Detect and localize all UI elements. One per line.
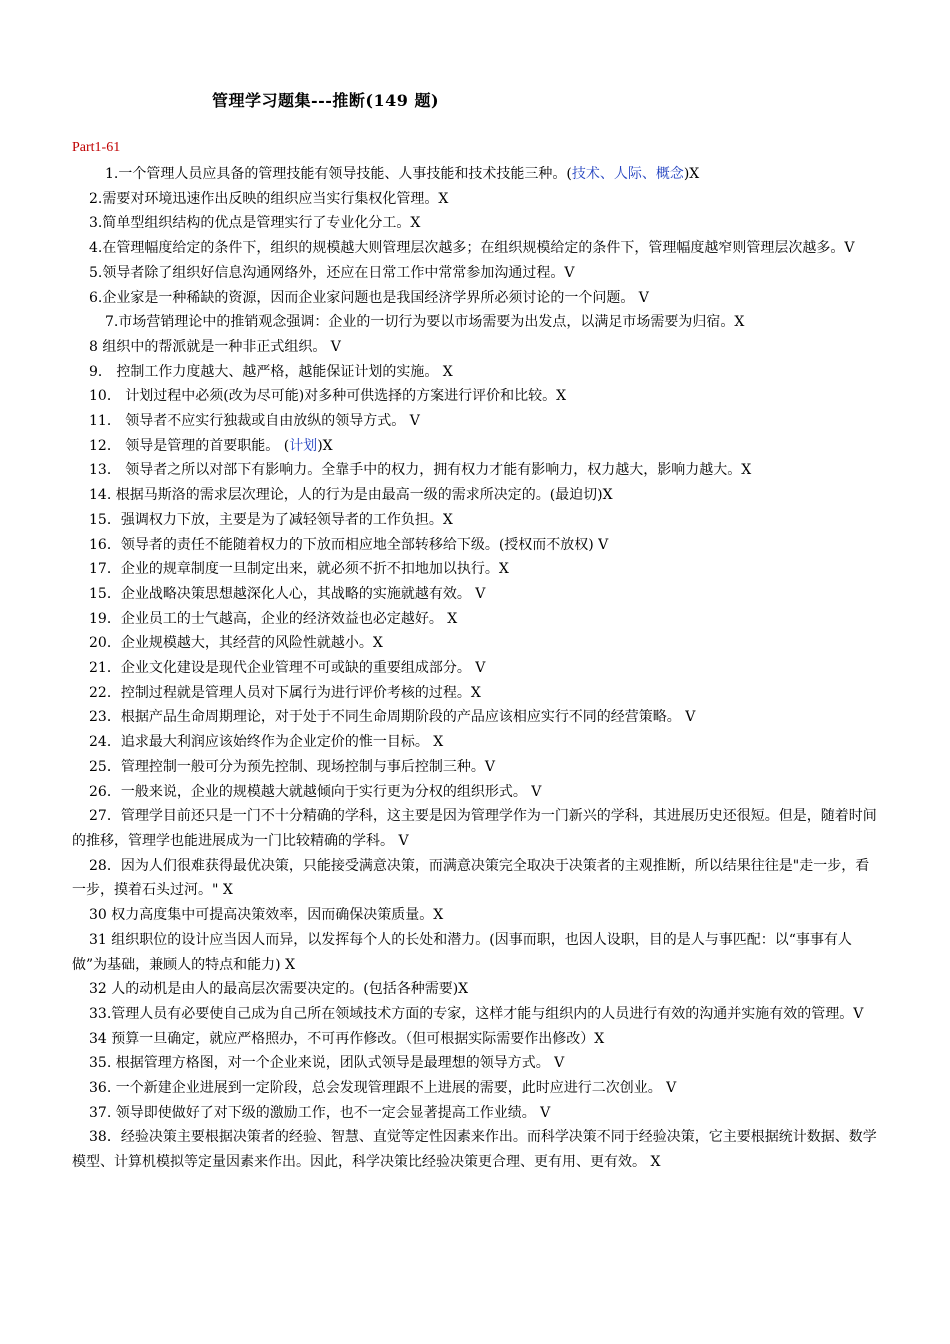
question-verdict: )X	[683, 166, 700, 182]
question-text: 10． 计划过程中必须(改为尽可能)对多种可供选择的方案进行评价和比较。X	[89, 388, 567, 405]
question-item	[72, 607, 878, 632]
question-item	[72, 211, 878, 236]
question-text: 12． 领导是管理的首要职能。 (	[89, 437, 290, 454]
question-text: 14. 根据马斯洛的需求层次理论，人的行为是由最高一级的需求所决定的。(最迫切)X	[89, 487, 613, 504]
page-title: 管理学习题集---推断(149 题)	[212, 91, 440, 110]
question-text: 23．根据产品生命周期理论，对于处于不同生命周期阶段的产品应该相应实行不同的经营策略。 V	[89, 709, 696, 726]
question-item	[72, 335, 878, 360]
question-text: 25．管理控制一般可分为预先控制、现场控制与事后控制三种。V	[89, 758, 495, 775]
question-item	[72, 286, 878, 311]
question-list	[72, 162, 878, 1175]
answer-note: 技术、人际、概念	[571, 166, 684, 182]
question-item	[72, 434, 878, 459]
question-item	[72, 854, 878, 903]
question-item	[72, 755, 878, 780]
question-item	[72, 409, 878, 434]
question-text: 21．企业文化建设是现代企业管理不可或缺的重要组成部分。 V	[89, 660, 486, 677]
question-item	[72, 187, 878, 212]
question-text: 33.管理人员有必要使自己成为自己所在领域技术方面的专家，这样才能与组织内的人员进行有效的沟通并实施有效的管理。V	[89, 1005, 864, 1022]
question-text: 11． 领导者不应实行独裁或自由放纵的领导方式。 V	[89, 413, 420, 430]
question-text: 8 组织中的帮派就是一种非正式组织。 V	[89, 338, 341, 355]
question-text: 2.需要对环境迅速作出反映的组织应当实行集权化管理。X	[89, 190, 449, 207]
question-item	[72, 557, 878, 582]
question-item	[72, 582, 878, 607]
question-item	[72, 508, 878, 533]
question-text: 13． 领导者之所以对部下有影响力。全靠手中的权力，拥有权力才能有影响力，权力越大，影响力越大。X	[89, 462, 752, 479]
question-text: 9． 控制工作力度越大、越严格，越能保证计划的实施。 X	[89, 363, 453, 380]
question-text: 3.简单型组织结构的优点是管理实行了专业化分工。X	[89, 215, 421, 232]
question-item	[72, 705, 878, 730]
question-text: 28．因为人们很难获得最优决策，只能接受满意决策，而满意决策完全取决于决策者的主观推断，所以结果往往是"走一步，看一步，摸着石头过河。" X	[72, 857, 870, 899]
question-text: 6.企业家是一种稀缺的资源，因而企业家问题也是我国经济学界所必须讨论的一个问题。 V	[89, 289, 649, 306]
question-text: 31 组织职位的设计应当因人而异，以发挥每个人的长处和潜力。(因事而职，也因人设职，目的是人与事匹配：以“事事有人做”为基础，兼顾人的特点和能力) X	[72, 931, 852, 973]
question-text: 5.领导者除了组织好信息沟通网络外，还应在日常工作中常常参加沟通过程。V	[89, 264, 575, 281]
question-text: 38．经验决策主要根据决策者的经验、智慧、直觉等定性因素来作出。而科学决策不同于经验决策，它主要根据统计数据、数学模型、计算机模拟等定量因素来作出。因此，科学决策比经验决策更合理、更有用、更有效。 X	[72, 1129, 877, 1171]
question-text: 34 预算一旦确定，就应严格照办，不可再作修改。（但可根据实际需要作出修改）X	[89, 1030, 605, 1047]
question-item	[72, 1051, 878, 1076]
question-item	[72, 903, 878, 928]
part-label: Part1-61	[72, 140, 121, 155]
question-text: 20．企业规模越大，其经营的风险性就越小。X	[89, 635, 383, 652]
question-item	[72, 310, 878, 335]
question-text: 27．管理学目前还只是一门不十分精确的学科，这主要是因为管理学作为一门新兴的学科，其进展历史还很短。但是，随着时间的推移，管理学也能进展成为一门比较精确的学科。 V	[72, 808, 877, 849]
question-text: 36. 一个新建企业进展到一定阶段，总会发现管理跟不上进展的需要，此时应进行二次创业。 V	[89, 1080, 677, 1097]
question-item	[72, 162, 878, 187]
question-text: 24．追求最大利润应该始终作为企业定价的惟一目标。 X	[89, 734, 444, 751]
question-item	[72, 360, 878, 385]
question-verdict: )X	[317, 437, 333, 454]
question-text: 37. 领导即使做好了对下级的激励工作，也不一定会显著提高工作业绩。 V	[89, 1104, 551, 1121]
question-item	[72, 1076, 878, 1101]
question-text: 15．强调权力下放，主要是为了减轻领导者的工作负担。X	[89, 511, 453, 528]
question-item	[72, 1027, 878, 1052]
question-text: 35. 根据管理方格图，对一个企业来说，团队式领导是最理想的领导方式。 V	[89, 1055, 565, 1072]
question-item	[72, 928, 878, 977]
question-item	[72, 458, 878, 483]
question-text: 1.一个管理人员应具备的管理技能有领导技能、人事技能和技术技能三种。(	[105, 166, 572, 182]
question-item	[72, 656, 878, 681]
answer-note: 计划	[289, 437, 318, 454]
question-item	[72, 261, 878, 286]
question-item	[72, 533, 878, 558]
question-item	[72, 236, 878, 261]
question-text: 16．领导者的责任不能随着权力的下放而相应地全部转移给下级。(授权而不放权) V	[89, 536, 609, 553]
question-item	[72, 483, 878, 508]
question-item	[72, 631, 878, 656]
question-text: 19．企业员工的士气越高，企业的经济效益也必定越好。 X	[89, 610, 458, 627]
question-text: 7.市场营销理论中的推销观念强调：企业的一切行为要以市场需要为出发点，以满足市场需要为归宿。X	[105, 314, 745, 331]
question-item	[72, 977, 878, 1002]
question-text: 17．企业的规章制度一旦制定出来，就必须不折不扣地加以执行。X	[89, 561, 509, 578]
question-item	[72, 681, 878, 706]
question-item	[72, 1002, 878, 1027]
question-text: 32 人的动机是由人的最高层次需要决定的。(包括各种需要)X	[89, 981, 469, 998]
question-item	[72, 1101, 878, 1126]
question-item	[72, 804, 878, 853]
question-text: 26．一般来说，企业的规模越大就越倾向于实行更为分权的组织形式。 V	[89, 783, 542, 800]
question-item	[72, 730, 878, 755]
question-text: 30 权力高度集中可提高决策效率，因而确保决策质量。X	[89, 907, 444, 924]
question-item	[72, 1125, 878, 1174]
question-item	[72, 384, 878, 409]
question-item	[72, 780, 878, 805]
question-text: 22．控制过程就是管理人员对下属行为进行评价考核的过程。X	[89, 684, 481, 701]
question-text: 15．企业战略决策思想越深化人心，其战略的实施就越有效。 V	[89, 585, 486, 602]
question-text: 4.在管理幅度给定的条件下，组织的规模越大则管理层次越多；在组织规模给定的条件下，管理幅度越窄则管理层次越多。V	[89, 240, 855, 257]
